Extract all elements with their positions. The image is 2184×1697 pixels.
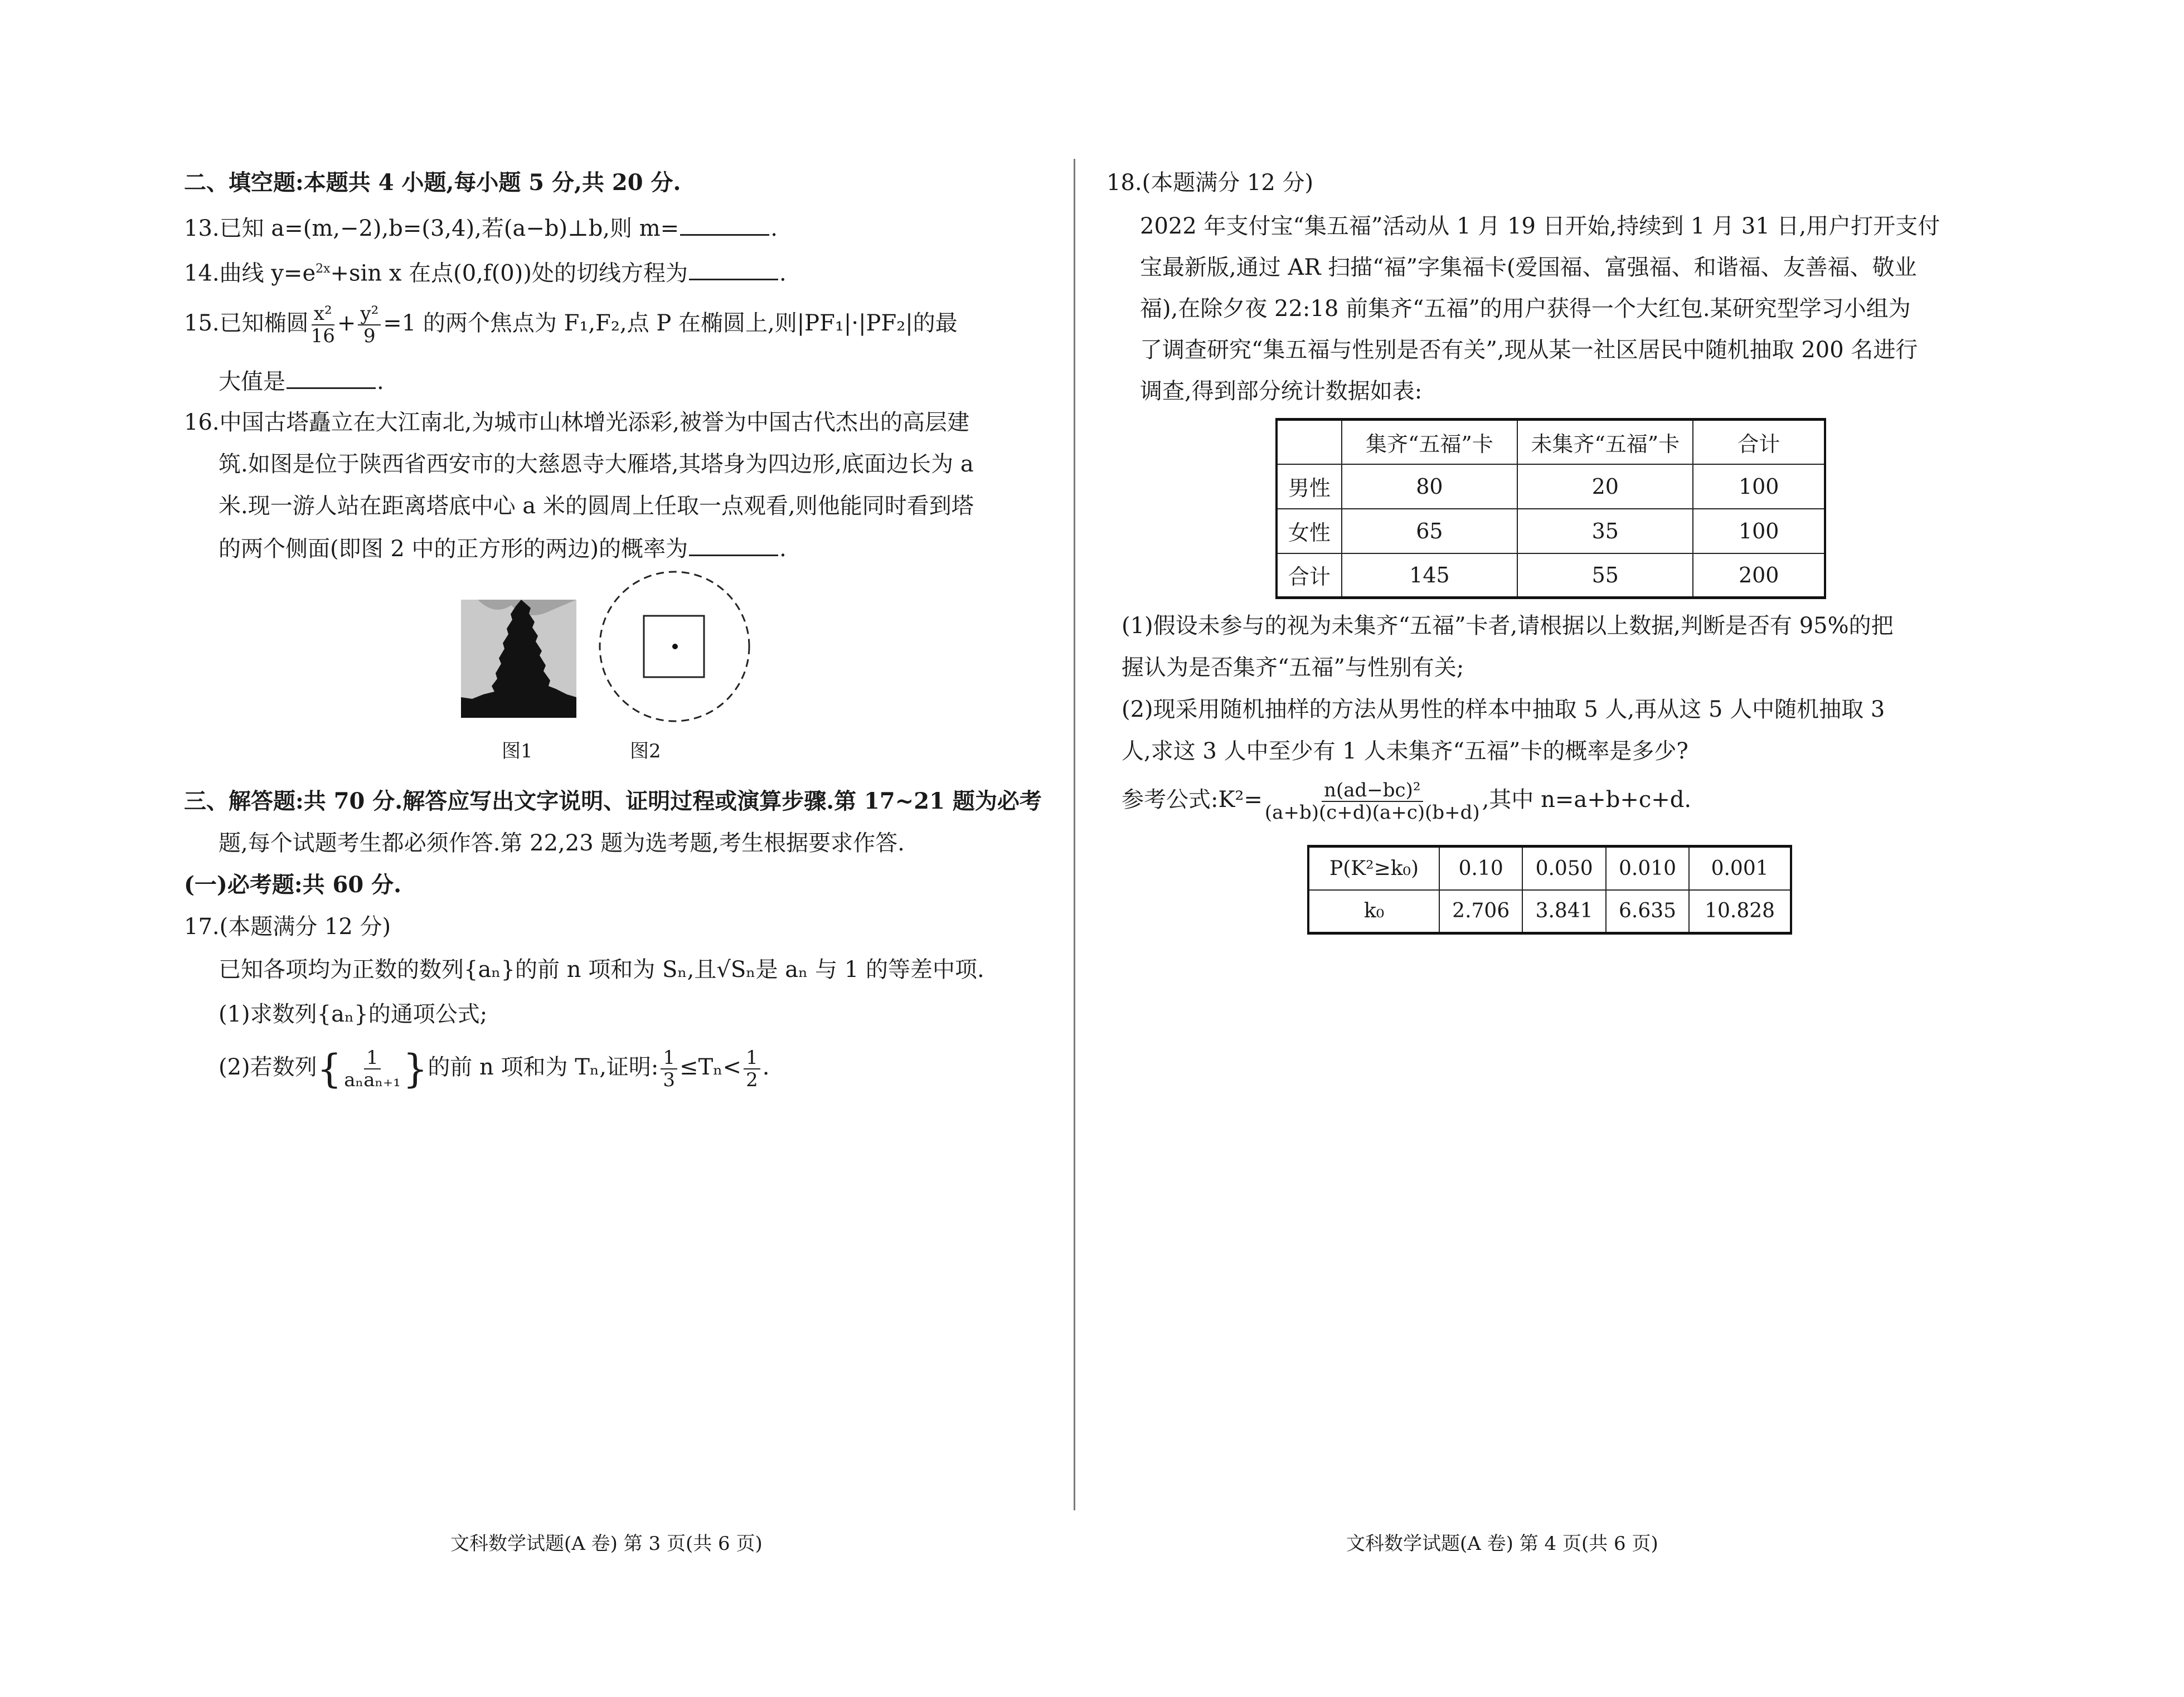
required-subheading: (一)必考题:共 60 分.	[184, 872, 402, 898]
q16-line: 的两个侧面(即图 2 中的正方形的两边)的概率为 .	[219, 532, 787, 565]
q18-part1: (1)假设未参与的视为未集齐“五福”卡者,请根据以上数据,判断是否有 95%的把	[1122, 613, 1894, 639]
table-row: 女性 65 35 100	[1277, 509, 1825, 553]
fraction: $\frac{\text{n(ad−bc)²}}{(a+b)(c+d)(a+c)(b+d)}$	[1264, 779, 1480, 824]
q17-part1: (1)求数列{aₙ}的通项公式;	[219, 1001, 488, 1027]
q13-number: 13.	[184, 216, 220, 241]
answer-blank[interactable]	[287, 365, 376, 389]
q18-part2-line2: 人,求这 3 人中至少有 1 人未集齐“五福”卡的概率是多少?	[1122, 738, 1688, 764]
reference-formula: 参考公式:K²= $\frac{\text{n(ad−bc)²}}{(a+b)(c+d)(a+c)(b+d)}$ ,其中 n=a+b+c+d.	[1122, 779, 1692, 824]
page-footer-right: 文科数学试题(A 卷) 第 4 页(共 6 页)	[1346, 1533, 1658, 1555]
question-15-line2: 大值是 .	[219, 365, 384, 397]
section2-heading: 二、填空题:本题共 4 小题,每小题 5 分,共 20 分.	[184, 169, 681, 196]
answer-blank[interactable]	[689, 256, 778, 280]
q18-part2: (2)现采用随机抽样的方法从男性的样本中抽取 5 人,再从这 5 人中随机抽取 3	[1122, 697, 1885, 722]
q18-stem-line: 2022 年支付宝“集五福”活动从 1 月 19 日开始,持续到 1 月 31 日,用户打开支付	[1140, 213, 1940, 239]
answer-blank[interactable]	[680, 212, 769, 236]
q18-stem-line: 了调查研究“集五福与性别是否有关”,现从某一社区居民中随机抽取 200 名进行	[1140, 337, 1918, 363]
page-footer-left: 文科数学试题(A 卷) 第 3 页(共 6 页)	[450, 1533, 763, 1555]
q18-stem-line: 宝最新版,通过 AR 扫描“福”字集福卡(爱国福、富强福、和谐福、友善福、敬业	[1140, 255, 1917, 280]
fraction: $\frac{\text{y²}}{9}$	[358, 304, 381, 346]
pagoda-photo	[461, 600, 576, 718]
critical-value-table	[1307, 845, 1792, 935]
q17-stem: 已知各项均为正数的数列{aₙ}的前 n 项和为 Sₙ,且√Sₙ是 aₙ 与 1 的等差中项.	[219, 957, 984, 983]
q18-part1-line2: 握认为是否集齐“五福”与性别有关;	[1122, 655, 1464, 680]
figure2-caption: 图2	[630, 740, 661, 762]
fraction: $\frac{1}{\text{aₙaₙ₊₁}}$	[344, 1047, 401, 1091]
contingency-table	[1275, 418, 1826, 599]
answer-blank[interactable]	[689, 532, 778, 556]
q17-part2: (2)若数列{ $\frac{1}{\text{aₙaₙ₊₁}}$ }的前 n 项和为 Tₙ,证明: $\frac{1}{3}$ ≤Tₙ< $\frac{1}{2}$ .	[219, 1046, 770, 1092]
table-row: 合计 145 55 200	[1277, 553, 1825, 598]
q17-header: 17.(本题满分 12 分)	[184, 914, 391, 940]
table-row: 男性 80 20 100	[1277, 464, 1825, 509]
figure2-diagram	[594, 570, 755, 726]
q18-stem-line: 调查,得到部分统计数据如表:	[1140, 378, 1423, 404]
question-16: 16.中国古塔矗立在大江南北,为城市山林增光添彩,被誉为中国古代杰出的高层建	[184, 410, 970, 435]
q13-text: a=(m,−2),b=(3,4),若(a−b)⊥b,则 m=	[271, 216, 680, 241]
question-13: 13.已知 a=(m,−2),b=(3,4),若(a−b)⊥b,则 m= .	[184, 212, 778, 244]
q16-line: 筑.如图是位于陕西省西安市的大慈恩寺大雁塔,其塔身为四边形,底面边长为 a	[219, 451, 974, 477]
q18-stem-line: 福),在除夕夜 22:18 前集齐“五福”的用户获得一个大红包.某研究型学习小组为	[1140, 296, 1911, 322]
table-row: P(K²≥k₀) 0.10 0.050 0.010 0.001	[1308, 847, 1791, 890]
section3-heading: 三、解答题:共 70 分.解答应写出文字说明、证明过程或演算步骤.第 17~21 题为必考	[184, 788, 1042, 814]
fraction: $\frac{1}{3}$	[661, 1048, 677, 1090]
table-header-row: 集齐“五福”卡 未集齐“五福”卡 合计	[1277, 420, 1825, 464]
fraction: $\frac{\text{x²}}{16}$	[310, 303, 335, 347]
section3-heading-line2: 题,每个试题考生都必须作答.第 22,23 题为选考题,考生根据要求作答.	[219, 830, 905, 856]
page-divider	[1074, 159, 1075, 1510]
table-row: k₀ 2.706 3.841 6.635 10.828	[1308, 890, 1791, 933]
q18-header: 18.(本题满分 12 分)	[1106, 170, 1314, 196]
question-14: 14.曲线 $y=e^{2x}+\sin$ x 在点(0,f(0))处的切线方程为 .	[184, 254, 787, 289]
fraction: $\frac{1}{2}$	[744, 1048, 760, 1090]
question-15: 15.已知椭圆 $\frac{\text{x²}}{16}$ + $\frac{\text{y²}}{9}$ =1 的两个焦点为 F₁,F₂,点 P 在椭圆上,则|PF₁|·|PF₂|的最	[184, 303, 958, 347]
q16-line: 米.现一游人站在距离塔底中心 a 米的圆周上任取一点观看,则他能同时看到塔	[219, 493, 974, 519]
figure1-caption: 图1	[502, 740, 533, 762]
